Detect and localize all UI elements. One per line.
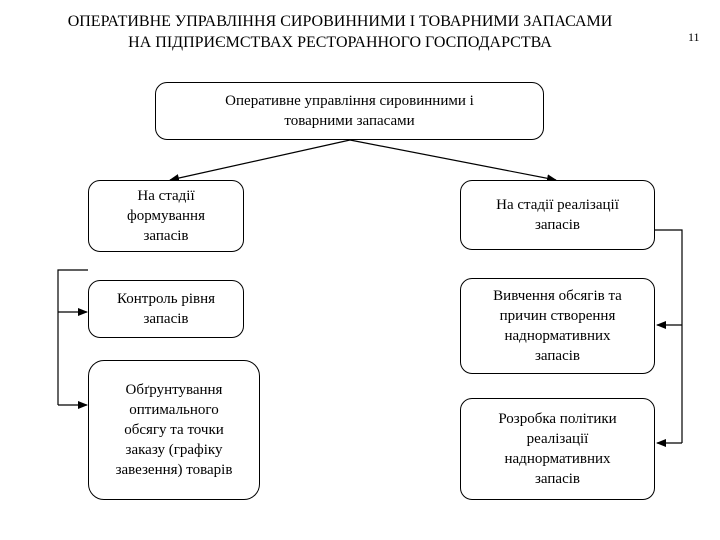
left-justification-box <box>88 360 260 500</box>
title-line-2: НА ПІДПРИЄМСТВАХ РЕСТОРАННОГО ГОСПОДАРСТВА <box>128 34 552 51</box>
right-stage-line-2: запасів <box>535 217 580 233</box>
left-justification-line-2: оптимального <box>129 402 219 418</box>
right-study-line-1: Вивчення обсягів та <box>493 288 622 304</box>
page-number: 11 <box>688 30 700 44</box>
left-stage-box <box>88 180 244 252</box>
right-study-box <box>460 278 655 374</box>
left-justification-line-3: обсягу та точки <box>124 422 224 438</box>
right-stage-line-1: На стадії реалізації <box>496 197 619 213</box>
root-box <box>155 82 544 140</box>
root-line-2: товарними запасами <box>284 113 415 129</box>
right-policy-line-3: наднормативних <box>504 451 611 467</box>
right-study-line-3: наднормативних <box>504 328 611 344</box>
left-stage-line-1: На стадії <box>137 188 195 204</box>
left-stage-line-3: запасів <box>143 228 189 244</box>
right-stage-box <box>460 180 655 250</box>
title-line-1: ОПЕРАТИВНЕ УПРАВЛІННЯ СИРОВИННИМИ І ТОВАРНИМИ ЗАПАСАМИ <box>67 13 613 30</box>
left-bracket-line <box>58 270 88 405</box>
right-policy-box <box>460 398 655 500</box>
arrow-root-to-left-stage <box>170 140 350 180</box>
left-justification-line-1: Обґрунтування <box>125 382 223 398</box>
right-policy-line-2: реалізації <box>526 431 589 447</box>
left-stage-line-2: формування <box>127 208 205 224</box>
left-control-line-1: Контроль рівня <box>116 291 216 307</box>
left-control-line-2: запасів <box>143 311 189 327</box>
right-study-line-2: причин створення <box>499 308 616 324</box>
right-study-line-4: запасів <box>535 348 580 364</box>
right-bracket-line <box>655 230 682 443</box>
left-justification-line-5: завезення) товарів <box>115 462 233 478</box>
root-line-1: Оперативне управління сировинними і <box>225 93 474 109</box>
right-policy-line-4: запасів <box>535 471 580 487</box>
left-control-box <box>88 280 244 338</box>
arrow-root-to-right-stage <box>350 140 556 180</box>
right-policy-line-1: Розробка політики <box>498 411 617 427</box>
left-justification-line-4: заказу (графіку <box>125 442 223 458</box>
